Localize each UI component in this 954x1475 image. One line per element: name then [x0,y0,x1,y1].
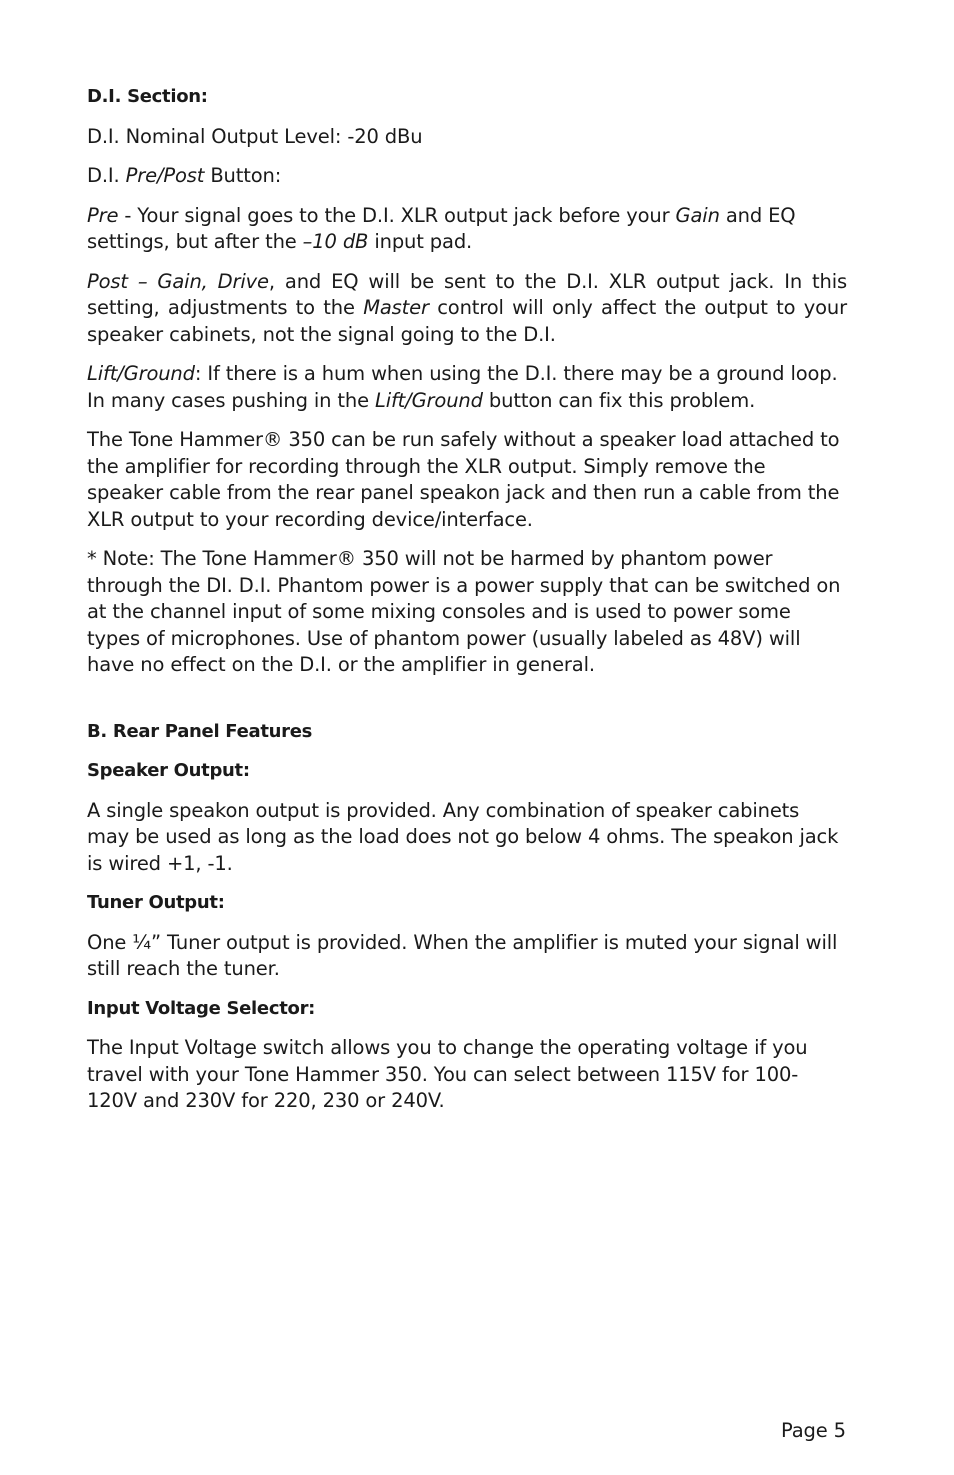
lift-ground-description: Lift/Ground: If there is a hum when using the D.I. there may be a ground loop. In many cases pushing in the Lift/Ground button can fix this problem. [87,362,838,412]
di-nominal-output-level: D.I. Nominal Output Level: -20 dBu [87,124,423,148]
page-number: Page 5 [781,1419,846,1442]
pre-description: Pre - Your signal goes to the D.I. XLR output jack before your Gain and EQ settings, but after the –10 dB input pad. [87,203,796,253]
tuner-output-heading: Tuner Output: [87,892,225,913]
document-page [87,84,847,1128]
di-prepost-button-label: D.I. Pre/Post Button: [87,164,282,187]
speaker-output-heading: Speaker Output: [87,760,250,781]
rear-panel-heading: B. Rear Panel Features [87,720,313,742]
speaker-output-text: A single speakon output is provided. Any combination of speaker cabinets may be used as long as the load does not go below 4 ohms. The speakon jack is wired +1, -1. [87,798,839,875]
di-section-heading: D.I. Section: [87,86,208,107]
input-voltage-heading: Input Voltage Selector: [87,997,316,1019]
post-description: Post – Gain, Drive, and EQ will be sent to the D.I. XLR output jack. In this setting, adjustments to the Master control will only affect the output to your speaker cabinets, not the signal going to the D.I. [87,269,847,346]
phantom-power-note: * Note: The Tone Hammer® 350 will not be harmed by phantom power through the DI. D.I. Phantom power is a power supply that can be switched on at the channel input of some mixing consoles and is used to power some types of microphones. Use of phantom power (usually labeled as 48V) will have no effect on the D.I. or the amplifier in general. [87,547,841,676]
no-load-paragraph: The Tone Hammer® 350 can be run safely without a speaker load attached to the amplifier for recording through the XLR output. Simply remove the speaker cable from the rear panel speakon jack and then run a cable from the XLR output to your recording device/interface. [87,428,840,531]
input-voltage-text: The Input Voltage switch allows you to change the operating voltage if you travel with your Tone Hammer 350. You can select between 115V for 100-120V and 230V for 220, 230 or 240V. [87,1036,808,1112]
tuner-output-text: One ¼” Tuner output is provided. When the amplifier is muted your signal will still reach the tuner. [87,930,838,980]
